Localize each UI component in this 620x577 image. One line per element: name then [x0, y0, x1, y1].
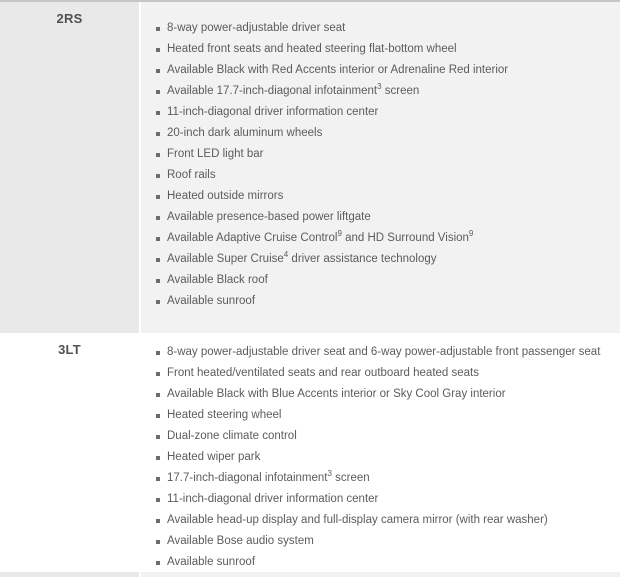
feature-item: Heated outside mirrors	[167, 190, 612, 203]
feature-item: Available Super Cruise$^4$ driver assistance technology	[167, 253, 612, 266]
feature-item: Available Bose audio system	[167, 535, 612, 548]
trim-name-cell-2rs	[0, 2, 139, 333]
trim-row-2rs	[0, 2, 620, 333]
bullet-square-icon	[156, 456, 160, 460]
bullet-square-icon	[156, 498, 160, 502]
feature-item: Heated wiper park	[167, 451, 612, 464]
feature-item: 11-inch-diagonal driver information center	[167, 493, 612, 506]
bullet-square-icon	[156, 561, 160, 565]
feature-list-3lt	[167, 346, 612, 569]
feature-item: Heated steering wheel	[167, 409, 612, 422]
bullet-square-icon	[156, 279, 160, 283]
bullet-square-icon	[156, 153, 160, 157]
bullet-square-icon	[156, 195, 160, 199]
trim-name-cell-3lt	[0, 333, 139, 572]
bullet-square-icon	[156, 237, 160, 241]
footnote-superscript: 3	[327, 469, 332, 479]
feature-item: Available Adaptive Cruise Control$^9$ and HD Surround Vision$^9$	[167, 232, 612, 245]
bullet-square-icon	[156, 258, 160, 262]
feature-item: 11-inch-diagonal driver information center	[167, 106, 612, 119]
feature-item: 8-way power-adjustable driver seat	[167, 22, 612, 35]
next-features-cell	[141, 572, 620, 577]
bullet-square-icon	[156, 111, 160, 115]
trim-row-3lt	[0, 333, 620, 572]
feature-item: Available head-up display and full-display camera mirror (with rear washer)	[167, 514, 612, 527]
bullet-square-icon	[156, 540, 160, 544]
bullet-square-icon	[156, 132, 160, 136]
footnote-superscript: 9	[468, 229, 474, 239]
footnote-superscript: 4	[283, 250, 289, 260]
feature-item: Front LED light bar	[167, 148, 612, 161]
feature-item: Available Black with Red Accents interior or Adrenaline Red interior	[167, 64, 612, 77]
feature-item: 8-way power-adjustable driver seat and 6-way power-adjustable front passenger seat	[167, 346, 612, 359]
next-trim-row-partial	[0, 572, 620, 577]
footnote-superscript: 9	[337, 229, 342, 239]
feature-item: 20-inch dark aluminum wheels	[167, 127, 612, 140]
bullet-square-icon	[156, 519, 160, 523]
bullet-square-icon	[156, 477, 160, 481]
feature-item: Available sunroof	[167, 556, 612, 569]
features-cell-2rs	[141, 2, 620, 333]
feature-item: Roof rails	[167, 169, 612, 182]
bullet-square-icon	[156, 90, 160, 94]
feature-item: Available 17.7-inch-diagonal infotainment$^3$ screen	[167, 85, 612, 98]
feature-item: Heated front seats and heated steering flat-bottom wheel	[167, 43, 612, 56]
feature-item: Available sunroof	[167, 295, 612, 308]
feature-item: Available Black roof	[167, 274, 612, 287]
feature-item: Available presence-based power liftgate	[167, 211, 612, 224]
bullet-square-icon	[156, 174, 160, 178]
next-trim-name-cell	[0, 572, 139, 577]
feature-item: 17.7-inch-diagonal infotainment$^3$ screen	[167, 472, 612, 485]
bullet-square-icon	[156, 372, 160, 376]
features-cell-3lt	[141, 333, 620, 572]
bullet-square-icon	[156, 414, 160, 418]
feature-item: Dual-zone climate control	[167, 430, 612, 443]
bullet-square-icon	[156, 393, 160, 397]
footnote-superscript: 3	[377, 82, 382, 92]
trim-label-2rs: 2RS	[56, 11, 83, 26]
feature-item: Front heated/ventilated seats and rear outboard heated seats	[167, 367, 612, 380]
bullet-square-icon	[156, 69, 160, 73]
feature-list-2rs	[167, 22, 612, 308]
bullet-square-icon	[156, 300, 160, 304]
bullet-square-icon	[156, 216, 160, 220]
bullet-square-icon	[156, 48, 160, 52]
bullet-square-icon	[156, 351, 160, 355]
trim-label-3lt: 3LT	[58, 342, 81, 357]
bullet-square-icon	[156, 27, 160, 31]
bullet-square-icon	[156, 435, 160, 439]
feature-item: Available Black with Blue Accents interior or Sky Cool Gray interior	[167, 388, 612, 401]
